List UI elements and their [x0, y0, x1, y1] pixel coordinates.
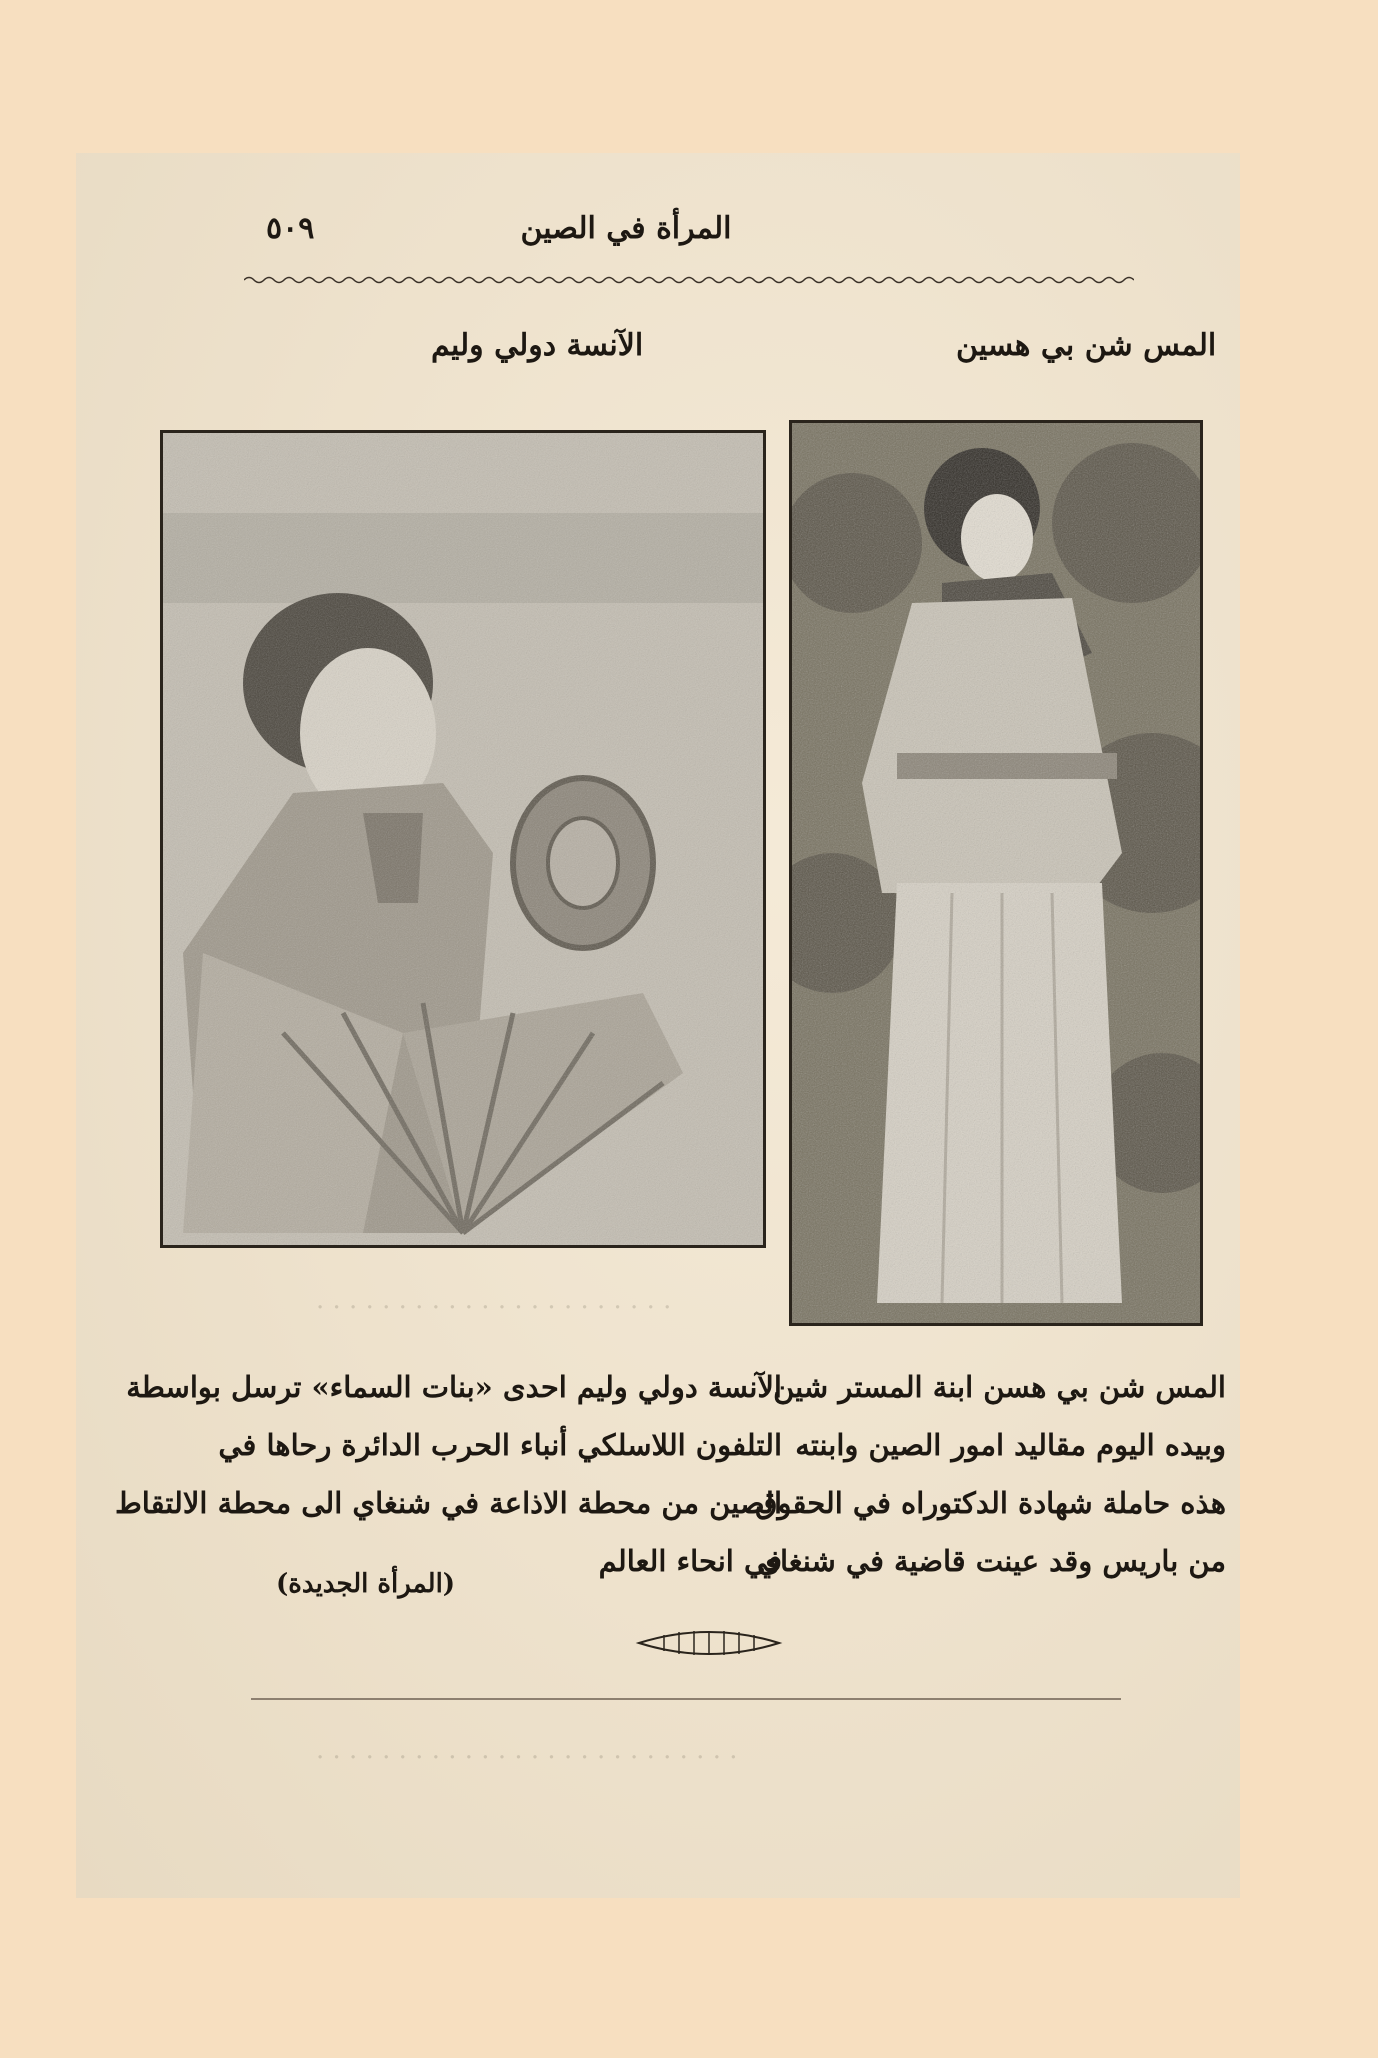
caption-left-photo: الآنسة دولي وليم — [431, 328, 644, 363]
bleed-through-text: · · · · · · · · · · · · · · · · · · · · · · — [316, 1293, 672, 1323]
text-line: التلفون اللاسلكي أنباء الحرب الدائرة رحاها في — [218, 1428, 782, 1462]
text-line: هذه حاملة شهادة الدكتوراه في الحقوق — [755, 1486, 1226, 1520]
text-line: من باريس وقد عينت قاضية في شنغاي — [757, 1544, 1226, 1578]
source-attribution: (المرأة الجديدة) — [276, 1569, 456, 1599]
caption-right-photo: المس شن بي هسين — [956, 328, 1217, 363]
article-text-right-column — [755, 1358, 1226, 1590]
woman-standing-photo — [792, 423, 1200, 1323]
text-line: الصين من محطة الاذاعة في شنغاي الى محطة الالتقاط — [114, 1486, 782, 1520]
decorative-ornament — [634, 1623, 784, 1663]
document-page — [76, 153, 1240, 1898]
header-wavy-rule — [244, 275, 1134, 285]
page-title: المرأة في الصين — [520, 211, 732, 246]
article-text-left-column — [114, 1358, 782, 1590]
text-line: الآنسة دولي وليم احدى «بنات السماء» ترسل بواسطة — [126, 1370, 782, 1404]
text-line: المس شن بي هسن ابنة المستر شين — [773, 1370, 1226, 1404]
photo-dolly-william — [160, 430, 766, 1248]
text-line: وبيده اليوم مقاليد امور الصين وابنته — [795, 1428, 1226, 1462]
photo-shen-bi-hsin — [789, 420, 1203, 1326]
footer-divider — [251, 1698, 1121, 1700]
bleed-through-text: · · · · · · · · · · · · · · · · · · · · · · · · · · — [316, 1743, 738, 1773]
text-line: في انحاء العالم — [598, 1544, 782, 1578]
page-number: ٥٠٩ — [266, 211, 315, 246]
woman-portrait-photo — [163, 433, 763, 1245]
